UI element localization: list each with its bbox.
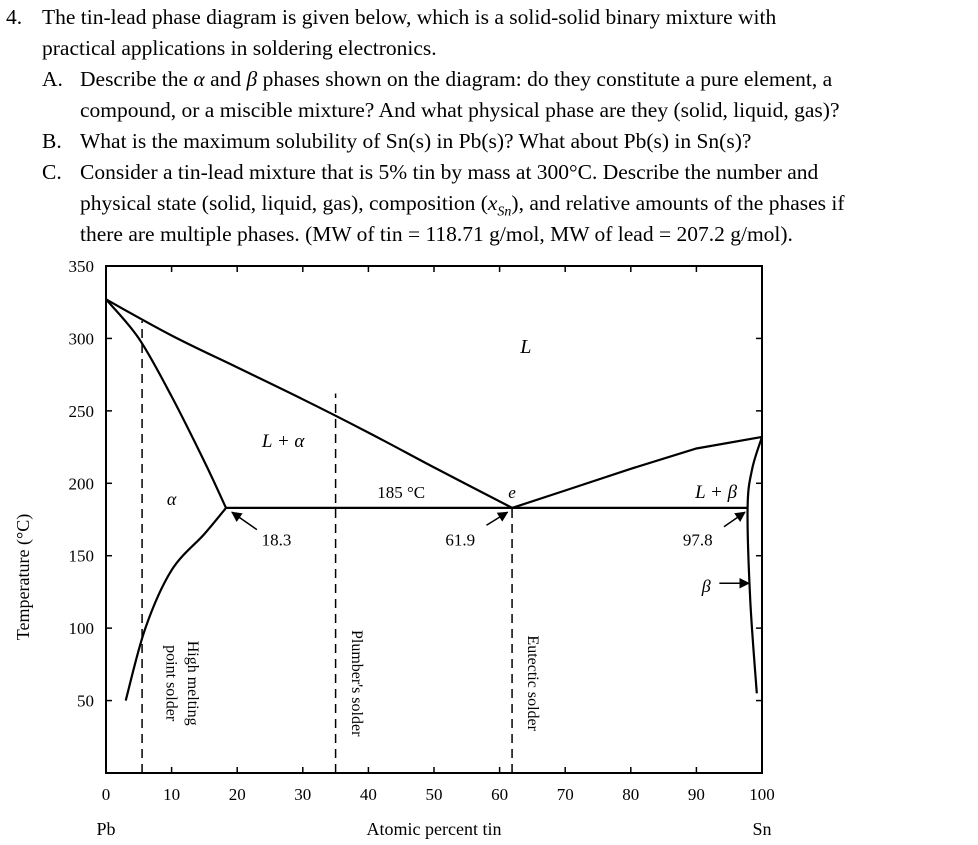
x-tick-label: 60 <box>491 785 509 804</box>
solidus-alpha-curve <box>106 299 226 508</box>
phase-diagram <box>0 255 978 845</box>
composition-label-eutectic: 61.9 <box>445 530 476 550</box>
composition-label-beta: 97.8 <box>682 530 713 550</box>
part-b-line1: What is the maximum solubility of Sn(s) in Pb(s)? What about Pb(s) in Sn(s)? <box>80 129 752 153</box>
question-number: 4. <box>6 5 23 29</box>
y-tick-label: 350 <box>68 257 94 276</box>
part-c-line2: physical state (solid, liquid, gas), composition $(x_{Sn})$, and relative amounts of the phases if <box>80 191 845 220</box>
x-tick-label: 20 <box>228 785 246 804</box>
part-c-line3: there are multiple phases. (MW of tin = 118.71 g/mol, MW of lead = 207.2 g/mol). <box>80 222 793 246</box>
x-tick-label: 0 <box>101 785 111 804</box>
arrow-eutectic <box>486 512 507 525</box>
y-tick-label: 150 <box>68 546 94 566</box>
y-axis-label: Temperature (°C) <box>13 513 33 641</box>
alpha-symbol: α <box>193 67 205 91</box>
composition-label-alpha: 18.3 <box>261 530 292 550</box>
part-a-line1: Describe the α and β phases shown on the diagram: do they constitute a pure element, a <box>80 67 833 91</box>
plot-frame <box>106 266 762 773</box>
beta-boundary-curve <box>748 437 762 693</box>
x-tick-label: 40 <box>359 785 377 804</box>
x-tick-label: 100 <box>749 785 775 804</box>
y-tick-label: 200 <box>68 474 94 494</box>
x-tick-label: 80 <box>622 785 640 804</box>
x-tick-label: 10 <box>163 785 181 804</box>
y-tick-label: 100 <box>68 619 94 639</box>
pb-end-label: Pb <box>96 819 116 839</box>
high-melting-solder-label-line2: point solder <box>162 645 180 722</box>
x-axis-label: Atomic percent tin <box>366 819 502 839</box>
question-intro-line1: The tin-lead phase diagram is given below, which is a solid-solid binary mixture with <box>42 5 777 29</box>
part-c-line1: Consider a tin-lead mixture that is 5% tin by mass at 300°C. Describe the number and <box>80 160 819 184</box>
liquid-region-label: L <box>520 335 532 358</box>
alpha-region-label: α <box>166 489 177 510</box>
question-intro-line2: practical applications in soldering electronics. <box>42 36 437 60</box>
arrow-alpha-max <box>232 512 257 529</box>
x-tick-label: 30 <box>294 785 312 804</box>
arrow-beta-min <box>724 512 745 526</box>
eutectic-point-label: e <box>508 482 516 502</box>
high-melting-solder-label-line1: High melting <box>184 640 201 726</box>
liquid-alpha-region-label: L + α <box>261 431 305 453</box>
beta-region-label: β <box>701 575 711 596</box>
part-c-label: C. <box>42 160 62 184</box>
eutectic-solder-label: Eutectic solder <box>523 635 541 731</box>
part-a-label: A. <box>42 67 63 91</box>
y-tick-label: 300 <box>68 329 94 349</box>
x-tick-label: 90 <box>687 785 705 804</box>
sn-end-label: Sn <box>752 819 772 839</box>
eutectic-temperature-label: 185 °C <box>377 482 426 502</box>
x-tick-label: 70 <box>556 785 574 804</box>
liquidus-left-curve <box>106 299 512 508</box>
beta-symbol: β <box>246 67 258 91</box>
part-a-line2: compound, or a miscible mixture? And what physical phase are they (solid, liquid, gas)? <box>80 98 840 122</box>
plumbers-solder-label: Plumber's solder <box>348 629 365 737</box>
y-tick-label: 50 <box>77 691 94 711</box>
y-tick-label: 250 <box>68 401 94 421</box>
liquid-beta-region-label: L + β <box>695 481 738 503</box>
x-tick-label: 50 <box>425 785 443 804</box>
part-b-label: B. <box>42 129 62 153</box>
